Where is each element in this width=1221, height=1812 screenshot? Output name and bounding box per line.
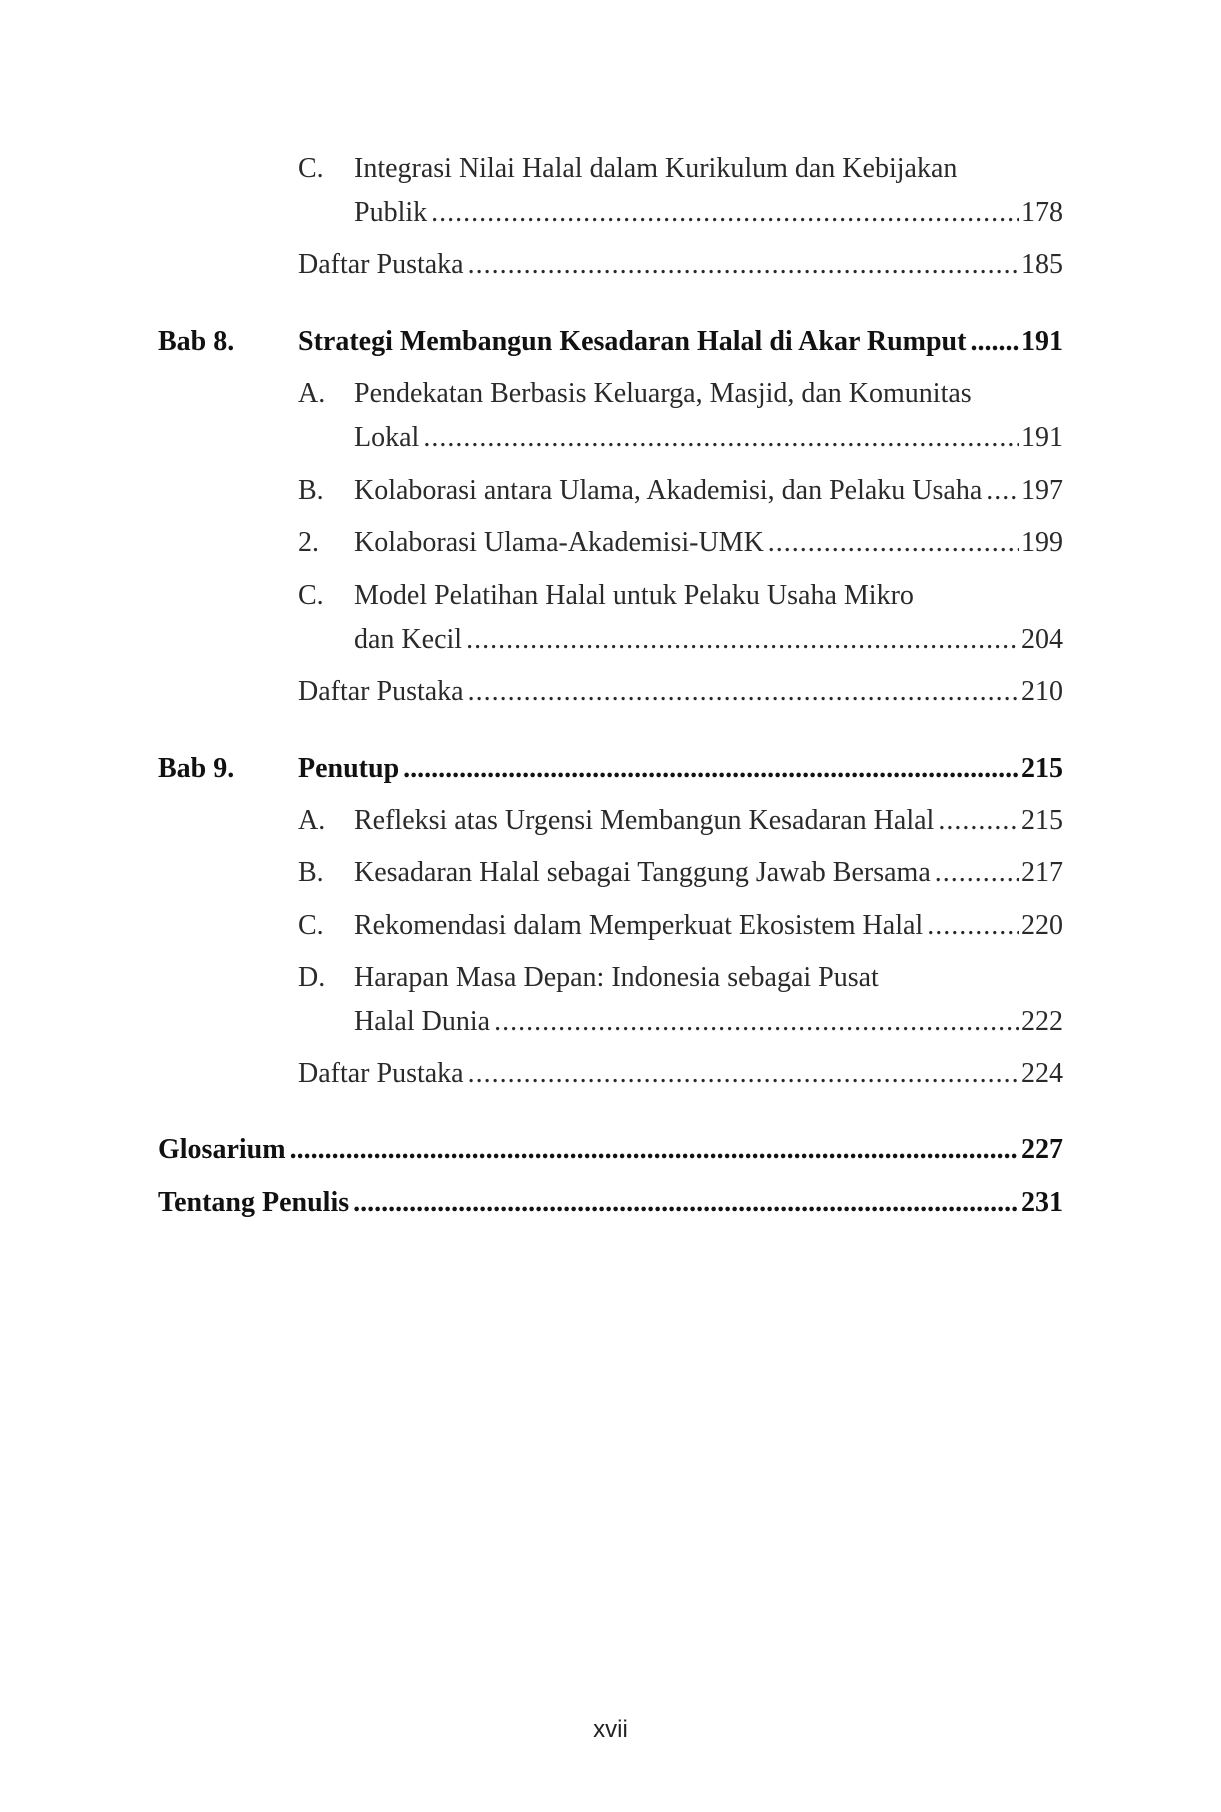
toc-entry-title: Model Pelatihan Halal untuk Pelaku Usaha Mikro [354,580,914,611]
toc-entry-letter: A. [298,378,326,409]
toc-entry-title: Daftar Pustaka [298,249,464,280]
toc-entry-letter: B. [298,475,324,506]
glossary-title: Glosarium [158,1134,286,1165]
toc-entry[interactable] [354,804,1063,838]
chapter-number: Bab 8. [158,326,235,357]
toc-page-number: 210 [1021,676,1063,707]
dot-leader [768,526,1019,560]
toc-entry-bibliography[interactable] [298,675,1063,709]
toc-entry-title-cont: dan Kecil [354,624,463,655]
toc-entry[interactable] [354,623,1063,657]
toc-entry-letter: 2. [298,527,319,558]
toc-entry[interactable] [354,474,1063,508]
toc-glossary[interactable] [158,1133,1063,1167]
toc-entry-title: Kesadaran Halal sebagai Tanggung Jawab Bersama [354,857,931,888]
toc-entry[interactable] [354,856,1063,890]
toc-page-number: 197 [1021,475,1063,506]
toc-entry[interactable] [354,421,1063,455]
chapter-title: Penutup [298,753,400,784]
toc-about-author[interactable] [158,1186,1063,1220]
toc-entry-title: Kolaborasi Ulama-Akademisi-UMK [354,527,764,558]
toc-page-number: 215 [1021,753,1063,784]
toc-entry-title-cont: Lokal [354,422,420,453]
toc-entry-letter: B. [298,857,324,888]
toc-entry-letter: C. [298,910,324,941]
dot-leader [466,623,1019,657]
dot-leader [938,804,1019,838]
dot-leader [935,856,1019,890]
toc-entry[interactable] [354,196,1063,230]
toc-entry-bibliography[interactable] [298,248,1063,282]
toc-entry-title: Kolaborasi antara Ulama, Akademisi, dan Pelaku Usaha [354,475,983,506]
toc-page-number: 231 [1021,1187,1063,1218]
toc-page-number: 227 [1021,1134,1063,1165]
toc-entry-letter: A. [298,805,326,836]
toc-page-number: 220 [1021,910,1063,941]
dot-leader [468,1057,1019,1091]
toc-page-number: 185 [1021,249,1063,280]
toc-page-number: 222 [1021,1006,1063,1037]
dot-leader [468,248,1019,282]
dot-leader [970,325,1019,359]
toc-entry-title: Harapan Masa Depan: Indonesia sebagai Pusat [354,962,879,993]
dot-leader [353,1186,1019,1220]
toc-page-number: 217 [1021,857,1063,888]
toc-entry-letter: D. [298,962,326,993]
dot-leader [423,421,1019,455]
toc-page-number: 191 [1021,422,1063,453]
toc-entry-title-cont: Halal Dunia [354,1006,491,1037]
toc-page-number: 178 [1021,197,1063,228]
toc-entry-title: Refleksi atas Urgensi Membangun Kesadaran Halal [354,805,935,836]
toc-page-number: 199 [1021,527,1063,558]
toc-entry[interactable] [354,526,1063,560]
toc-entry-title: Rekomendasi dalam Memperkuat Ekosistem Halal [354,910,924,941]
dot-leader [403,752,1019,786]
chapter-number: Bab 9. [158,753,235,784]
toc-entry-letter: C. [298,153,324,184]
toc-chapter[interactable] [298,752,1063,786]
toc-entry-bibliography[interactable] [298,1057,1063,1091]
toc-entry-title-cont: Publik [354,197,428,228]
dot-leader [927,909,1019,943]
toc-chapter[interactable] [298,325,1063,359]
toc-entry[interactable] [354,909,1063,943]
page-folio: xvii [593,1716,628,1743]
toc-page-number: 215 [1021,805,1063,836]
dot-leader [494,1005,1019,1039]
dot-leader [431,196,1019,230]
dot-leader [468,675,1019,709]
about-author-title: Tentang Penulis [158,1187,350,1218]
toc-entry[interactable] [354,1005,1063,1039]
dot-leader [290,1133,1019,1167]
toc-page-number: 204 [1021,624,1063,655]
chapter-title: Strategi Membangun Kesadaran Halal di Akar Rumput [298,326,967,357]
toc-page-number: 224 [1021,1058,1063,1089]
toc-page-number: 191 [1021,326,1063,357]
toc-entry-letter: C. [298,580,324,611]
dot-leader [986,474,1019,508]
toc-entry-title: Daftar Pustaka [298,676,464,707]
toc-entry-title: Pendekatan Berbasis Keluarga, Masjid, dan Komunitas [354,378,972,409]
toc-entry-title: Daftar Pustaka [298,1058,464,1089]
toc-entry-title: Integrasi Nilai Halal dalam Kurikulum dan Kebijakan [354,153,958,184]
